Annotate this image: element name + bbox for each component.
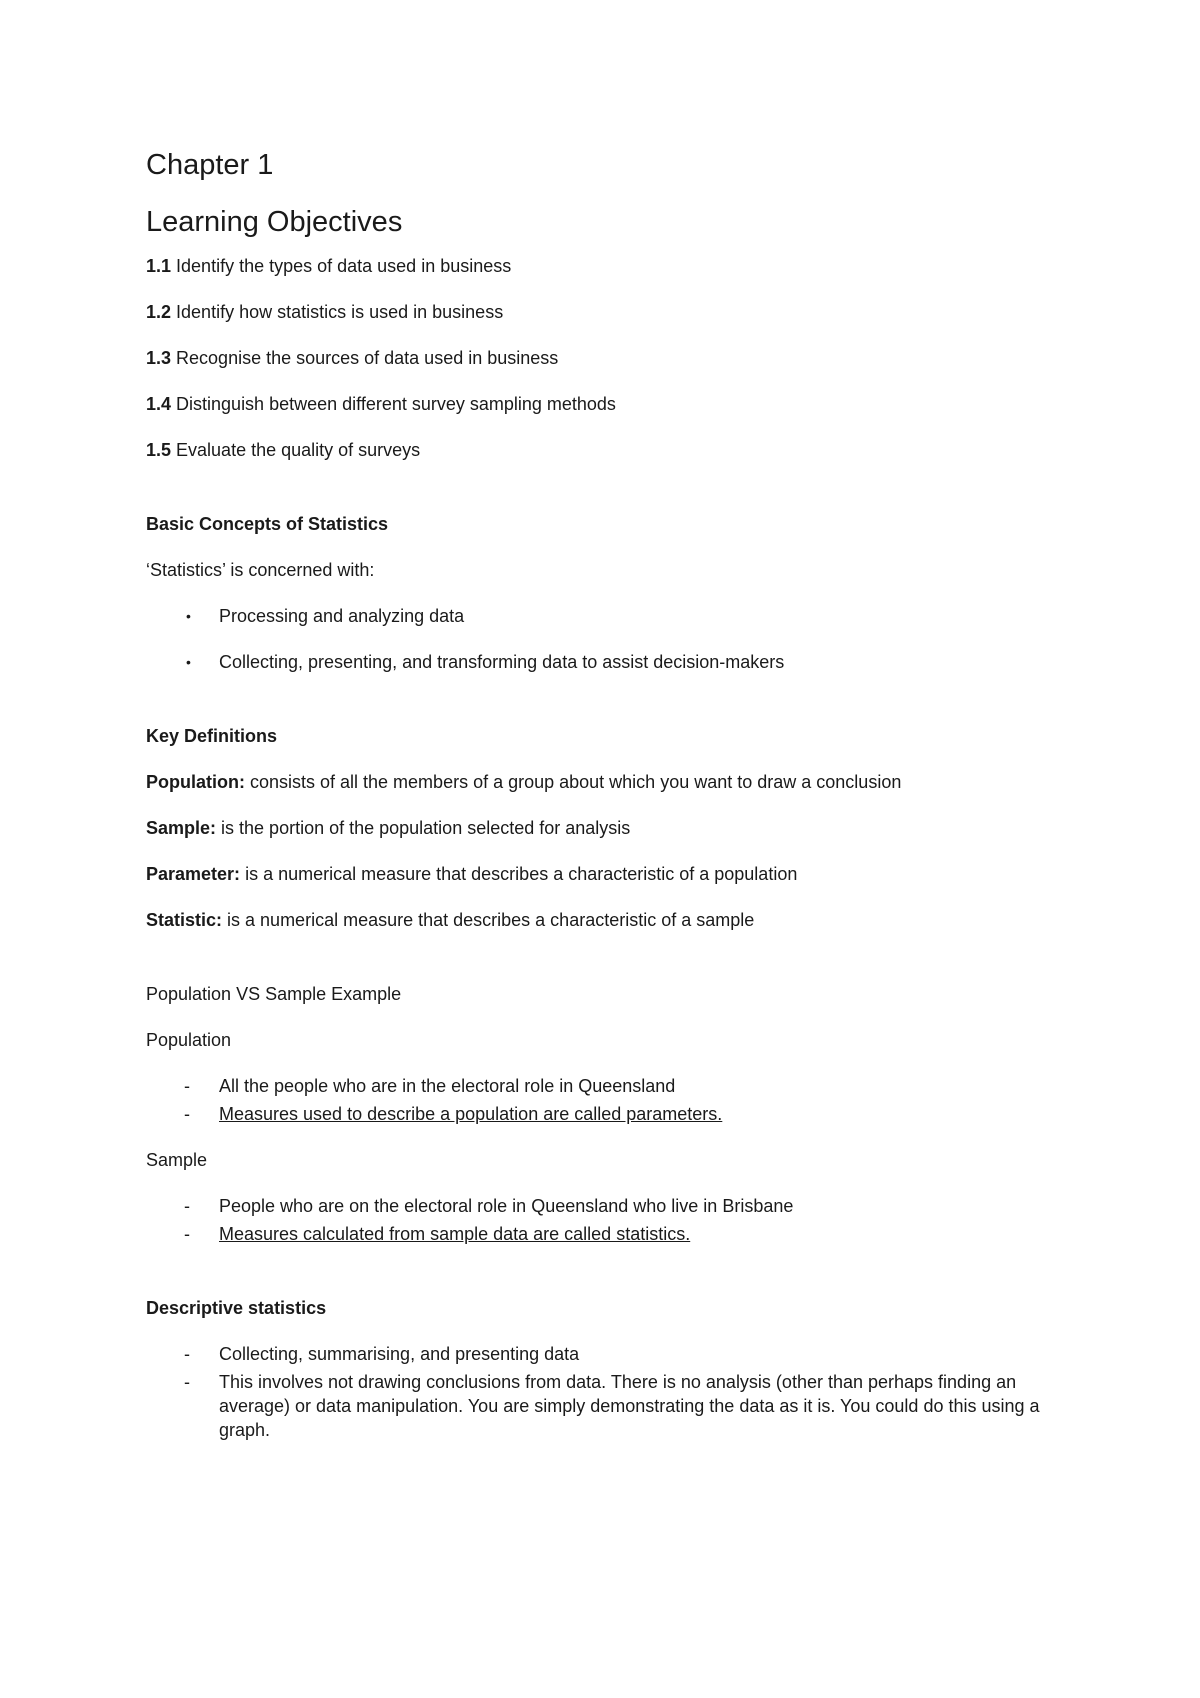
list-item-text: People who are on the electoral role in Queensland who live in Brisbane (219, 1195, 794, 1216)
population-list (146, 1074, 1076, 1126)
definition-term: Parameter: (146, 863, 241, 884)
objective-text: Distinguish between different survey sampling methods (171, 393, 616, 414)
objective-number: 1.5 (146, 439, 172, 460)
objectives-list (146, 254, 1076, 462)
objective-number: 1.1 (146, 255, 172, 276)
definition-term: Population: (146, 771, 245, 792)
chapter-title: Chapter 1 (146, 149, 274, 181)
objectives-heading: Learning Objectives (146, 205, 403, 238)
dash-marker: - (184, 1343, 190, 1364)
objective-item (146, 346, 1076, 370)
list-item (146, 1342, 1076, 1366)
basic-concepts-intro: ‘Statistics’ is concerned with: (146, 559, 375, 580)
list-item (146, 650, 1076, 674)
definition-text: is a numerical measure that describes a characteristic of a population (240, 863, 798, 884)
list-item (146, 1074, 1076, 1098)
descriptive-list (146, 1342, 1076, 1442)
list-item-text: All the people who are in the electoral role in Queensland (219, 1075, 676, 1096)
dash-marker: - (184, 1223, 190, 1244)
dash-marker: - (184, 1195, 190, 1216)
definition-item (146, 908, 1076, 932)
definition-term: Statistic: (146, 909, 223, 930)
objective-item (146, 438, 1076, 462)
bullet-marker: • (186, 653, 191, 670)
list-item-text: Measures used to describe a population are called parameters. (219, 1103, 723, 1124)
definition-text: consists of all the members of a group about which you want to draw a conclusion (244, 771, 902, 792)
key-definitions-heading: Key Definitions (146, 725, 278, 746)
list-item-text: This involves not drawing conclusions from data. There is no analysis (other than perhaps finding an average) or data manipulation. You are simply demonstrating the data as it is. You could do this using a graph. (219, 1371, 1040, 1440)
objective-text: Identify the types of data used in business (171, 255, 512, 276)
document-content (146, 148, 1076, 1442)
pop-vs-sample-heading: Population VS Sample Example (146, 983, 402, 1004)
list-item-text: Collecting, presenting, and transforming data to assist decision-makers (219, 651, 785, 672)
sample-list (146, 1194, 1076, 1246)
definition-item (146, 770, 1076, 794)
list-item-text: Measures calculated from sample data are called statistics. (219, 1223, 691, 1244)
objective-text: Recognise the sources of data used in business (171, 347, 559, 368)
definition-text: is a numerical measure that describes a characteristic of a sample (222, 909, 755, 930)
list-item (146, 1102, 1076, 1126)
dash-marker: - (184, 1103, 190, 1124)
list-item (146, 1370, 1076, 1442)
list-item (146, 1222, 1076, 1246)
objective-text: Evaluate the quality of surveys (171, 439, 421, 460)
objective-item (146, 300, 1076, 324)
definition-item (146, 816, 1076, 840)
objective-text: Identify how statistics is used in business (171, 301, 504, 322)
descriptive-heading: Descriptive statistics (146, 1297, 327, 1318)
objective-number: 1.4 (146, 393, 172, 414)
basic-concepts-list (146, 604, 1076, 674)
bullet-marker: • (186, 607, 191, 624)
list-item-text: Processing and analyzing data (219, 605, 465, 626)
definition-item (146, 862, 1076, 886)
list-item (146, 1194, 1076, 1218)
definition-term: Sample: (146, 817, 217, 838)
objective-item (146, 392, 1076, 416)
population-label: Population (146, 1029, 232, 1050)
definition-text: is the portion of the population selected for analysis (216, 817, 631, 838)
objective-number: 1.3 (146, 347, 172, 368)
basic-concepts-heading: Basic Concepts of Statistics (146, 513, 389, 534)
objective-number: 1.2 (146, 301, 172, 322)
dash-marker: - (184, 1371, 190, 1392)
sample-label: Sample (146, 1149, 208, 1170)
list-item (146, 604, 1076, 628)
objective-item (146, 254, 1076, 278)
dash-marker: - (184, 1075, 190, 1096)
list-item-text: Collecting, summarising, and presenting data (219, 1343, 580, 1364)
